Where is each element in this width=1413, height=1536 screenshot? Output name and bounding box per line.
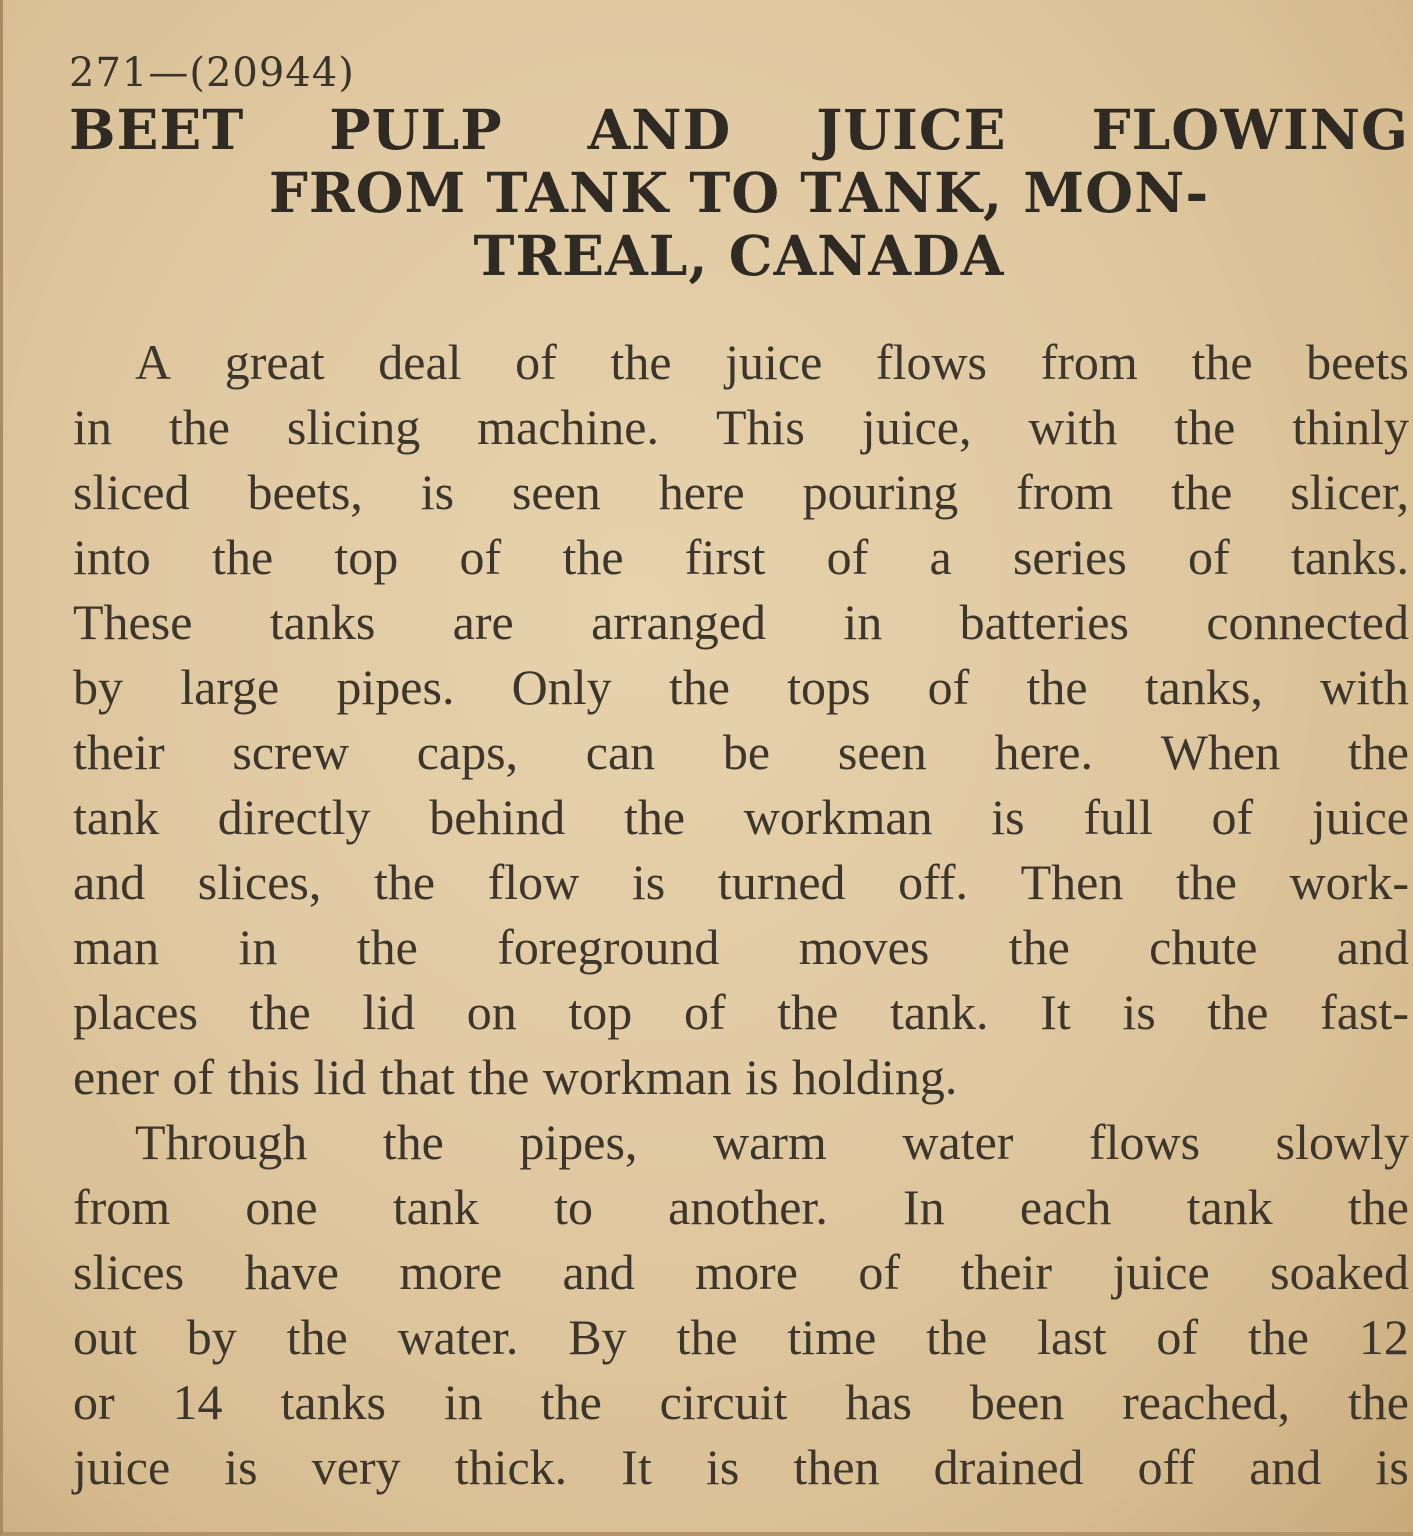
word: reached, — [1122, 1374, 1291, 1430]
text-line — [73, 655, 1409, 720]
word: from — [1040, 334, 1138, 390]
word: slicing — [286, 399, 421, 455]
word: connected — [1206, 594, 1409, 650]
word: the — [1207, 984, 1269, 1040]
word: the — [1191, 334, 1253, 390]
word: a — [929, 529, 952, 585]
word: directly — [217, 789, 371, 845]
word: the — [356, 919, 418, 975]
text-line — [73, 1240, 1409, 1305]
word: first — [684, 529, 766, 585]
word: the — [468, 1049, 530, 1105]
word: their — [960, 1244, 1053, 1300]
word: the — [777, 984, 839, 1040]
word: of — [1188, 529, 1230, 585]
word: These — [73, 594, 193, 650]
word: the — [1347, 1179, 1409, 1235]
word: with — [1028, 399, 1118, 455]
word: very — [311, 1439, 401, 1495]
word: by — [73, 659, 123, 715]
word: more — [695, 1244, 798, 1300]
word: is — [745, 1049, 779, 1105]
word: work- — [1289, 854, 1409, 910]
word: In — [903, 1179, 945, 1235]
word: top — [334, 529, 399, 585]
word: the — [286, 1309, 348, 1365]
word: is — [991, 789, 1025, 845]
word: great — [224, 334, 325, 390]
word: in — [238, 919, 278, 975]
word: of — [927, 659, 970, 715]
word: and — [562, 1244, 635, 1300]
text-line — [73, 980, 1409, 1045]
text-line — [73, 590, 1409, 655]
word: of — [459, 529, 502, 585]
word: in — [843, 594, 883, 650]
word: the — [212, 529, 274, 585]
text-line — [73, 1370, 1409, 1435]
description-text — [73, 330, 1409, 1500]
word: juice — [73, 1439, 171, 1495]
word: When — [1160, 724, 1281, 780]
word: Through — [135, 1114, 308, 1170]
word: circuit — [659, 1374, 788, 1430]
word: the — [1174, 399, 1236, 455]
word: and — [1336, 919, 1409, 975]
word: of — [172, 1049, 215, 1105]
word: 12 — [1358, 1309, 1409, 1365]
word: the — [249, 984, 311, 1040]
word: machine. — [477, 399, 660, 455]
word: screw — [232, 724, 349, 780]
word: off. — [898, 854, 969, 910]
word: is — [1375, 1439, 1409, 1495]
title-line — [69, 98, 1409, 161]
word: pouring — [802, 464, 959, 520]
word: the — [168, 399, 230, 455]
word: the — [562, 529, 624, 585]
word: slowly — [1275, 1114, 1409, 1170]
word: thick. — [454, 1439, 568, 1495]
word: of — [515, 334, 557, 390]
word: and — [1249, 1439, 1322, 1495]
word: the — [1347, 1374, 1409, 1430]
word: holding. — [792, 1049, 958, 1105]
word: that — [379, 1049, 455, 1105]
word: each — [1019, 1179, 1112, 1235]
text-line — [73, 395, 1409, 460]
word: of — [858, 1244, 900, 1300]
word: have — [244, 1244, 339, 1300]
word: lid — [362, 984, 416, 1040]
word: the — [623, 789, 686, 845]
word: foreground — [497, 919, 720, 975]
word: here — [658, 464, 745, 520]
word: tank — [73, 789, 160, 845]
word: thinly — [1292, 399, 1409, 455]
word: sliced — [73, 464, 190, 520]
text-line — [73, 1110, 1409, 1175]
word: water — [902, 1114, 1014, 1170]
word: tank — [1186, 1179, 1273, 1235]
word: more — [399, 1244, 503, 1300]
card-title — [69, 98, 1409, 287]
word: top — [568, 984, 633, 1040]
word: the — [1347, 724, 1409, 780]
word: By — [568, 1309, 627, 1365]
word: or — [73, 1374, 115, 1430]
text-line — [73, 915, 1409, 980]
word: their — [73, 724, 165, 780]
word: seen — [511, 464, 601, 520]
word: is — [631, 854, 666, 910]
word: pipes. — [336, 659, 455, 715]
word: tops — [787, 659, 871, 715]
word: soaked — [1270, 1244, 1409, 1300]
word: here. — [994, 724, 1093, 780]
word: fast- — [1320, 984, 1409, 1040]
word: tank — [392, 1179, 479, 1235]
word: tanks — [269, 594, 376, 650]
word: A — [135, 334, 172, 390]
word: by — [186, 1309, 237, 1365]
word: tanks — [280, 1374, 386, 1430]
word: man — [73, 919, 160, 975]
text-line — [73, 460, 1409, 525]
word: in — [73, 399, 112, 455]
word: places — [73, 984, 198, 1040]
word: juice, — [861, 399, 972, 455]
word: workman — [743, 789, 933, 845]
word: water. — [397, 1309, 519, 1365]
text-line — [73, 1175, 1409, 1240]
word: beets — [1306, 334, 1409, 390]
word: beets, — [247, 464, 363, 520]
word: tanks, — [1144, 659, 1263, 715]
word: are — [452, 594, 514, 650]
word: slices, — [197, 854, 322, 910]
word: caps, — [416, 724, 519, 780]
word: It — [621, 1439, 652, 1495]
word: flows — [875, 334, 988, 390]
word: with — [1320, 659, 1409, 715]
word: warm — [712, 1114, 827, 1170]
word: PULP — [329, 97, 503, 162]
word: then — [793, 1439, 880, 1495]
word: one — [245, 1179, 318, 1235]
word: be — [722, 724, 771, 780]
word: the — [676, 1309, 738, 1365]
word: chute — [1149, 919, 1258, 975]
word: from — [73, 1179, 171, 1235]
word: is — [705, 1439, 740, 1495]
word: turned — [717, 854, 846, 910]
word: AND — [587, 97, 732, 162]
title-line: TREAL, CANADA — [473, 223, 1005, 288]
word: time — [787, 1309, 877, 1365]
word: the — [610, 334, 672, 390]
text-line — [73, 1305, 1409, 1370]
word: behind — [429, 789, 566, 845]
word: 14 — [172, 1374, 223, 1430]
word: been — [969, 1374, 1065, 1430]
word: this — [227, 1049, 300, 1105]
word: This — [715, 399, 805, 455]
word: the — [1171, 464, 1233, 520]
word: pipes, — [519, 1114, 638, 1170]
word: full — [1083, 789, 1153, 845]
text-line — [73, 1045, 1409, 1110]
word: the — [668, 659, 730, 715]
text-line — [73, 785, 1409, 850]
text-line — [73, 850, 1409, 915]
word: workman — [542, 1049, 732, 1105]
word: on — [466, 984, 517, 1040]
title-line: FROM TANK TO TANK, MON- — [268, 160, 1210, 225]
word: another. — [668, 1179, 828, 1235]
text-line — [73, 1435, 1409, 1500]
text-line — [73, 525, 1409, 590]
word: seen — [837, 724, 927, 780]
word: in — [443, 1374, 483, 1430]
word: last — [1037, 1309, 1107, 1365]
word: can — [585, 724, 656, 780]
word: ener — [73, 1049, 160, 1105]
word: of — [826, 529, 869, 585]
word: the — [1247, 1309, 1309, 1365]
word: drained — [933, 1439, 1084, 1495]
word: BEET — [69, 97, 245, 162]
word: of — [1156, 1309, 1199, 1365]
word: flows — [1088, 1114, 1201, 1170]
word: out — [73, 1309, 137, 1365]
word: the — [926, 1309, 988, 1365]
word: arranged — [591, 594, 766, 650]
word: from — [1016, 464, 1114, 520]
word: tanks. — [1290, 529, 1409, 585]
word: is — [420, 464, 455, 520]
word: of — [1211, 789, 1254, 845]
word: is — [224, 1439, 258, 1495]
card-number: 271—(20944) — [69, 50, 355, 96]
word: the — [1026, 659, 1088, 715]
word: is — [1122, 984, 1156, 1040]
text-line — [73, 330, 1409, 395]
word: slices — [73, 1244, 185, 1300]
word: juice — [725, 334, 823, 390]
word: the — [382, 1114, 444, 1170]
word: batteries — [959, 594, 1129, 650]
word: JUICE — [816, 97, 1007, 162]
word: the — [373, 854, 436, 910]
word: into — [73, 529, 151, 585]
word: FLOWING — [1091, 97, 1409, 162]
word: and — [73, 854, 146, 910]
word: lid — [313, 1049, 367, 1105]
word: flow — [487, 854, 580, 910]
word: It — [1040, 984, 1071, 1040]
word: off — [1137, 1439, 1196, 1495]
word: the — [1008, 919, 1070, 975]
word: tank. — [889, 984, 989, 1040]
word: juice — [1112, 1244, 1210, 1300]
word: to — [554, 1179, 593, 1235]
word: of — [683, 984, 726, 1040]
word: large — [180, 659, 280, 715]
word: deal — [378, 334, 462, 390]
word: series — [1012, 529, 1127, 585]
word: the — [540, 1374, 602, 1430]
word: the — [1175, 854, 1237, 910]
word: moves — [798, 919, 930, 975]
word: Then — [1020, 854, 1124, 910]
word: Only — [511, 659, 612, 715]
word: juice — [1311, 789, 1409, 845]
text-line — [73, 720, 1409, 785]
word: slicer, — [1290, 464, 1409, 520]
word: has — [845, 1374, 912, 1430]
